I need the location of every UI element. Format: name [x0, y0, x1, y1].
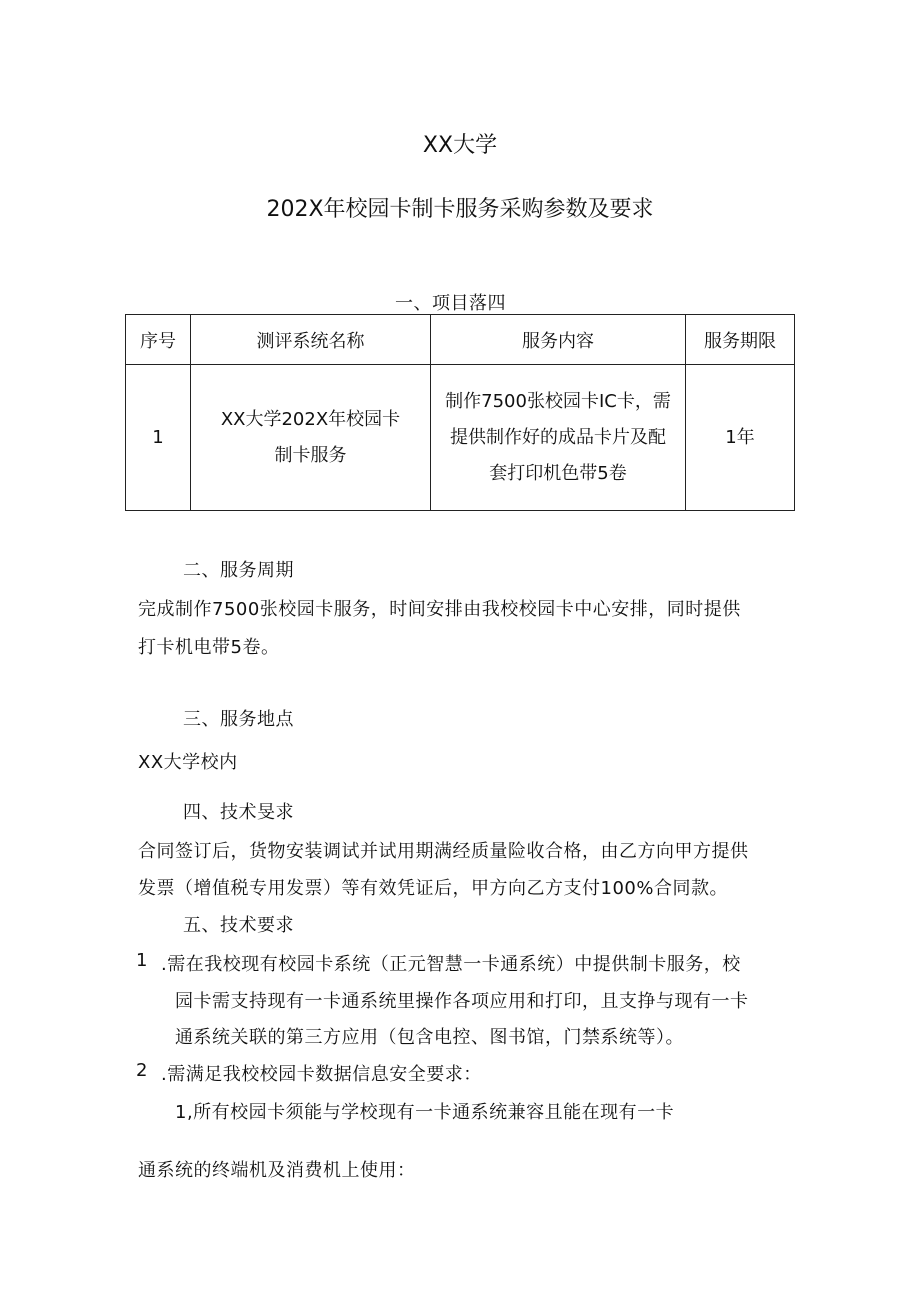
row-number: 1: [126, 365, 191, 511]
section3-heading: 三、服务地点: [183, 709, 294, 730]
service-period-cell: 1年: [686, 365, 795, 511]
table-header-row: [126, 315, 795, 365]
system-name-line: 制卡服务: [274, 444, 347, 466]
section5-heading: 五、技术要求: [183, 915, 294, 936]
section3-text-line: XX大学校内: [138, 752, 238, 773]
section1-heading: 一、项目落四: [395, 293, 506, 314]
university-name: XX大学: [422, 133, 498, 158]
section2-heading: 二、服务周期: [183, 560, 294, 581]
sub-item-line: 通系统的终端机及消费机上使用：: [138, 1160, 416, 1181]
project-table: [125, 314, 795, 511]
system-name-cell: [191, 365, 431, 511]
list-item-line: .需在我校现有校园卡系统（正元智慧一卡通系统）中提供制卡服务，校: [161, 954, 741, 975]
list-item-line: 通系统关联的第三方应用（包含电控、图书馆，门禁系统等）。: [175, 1027, 684, 1048]
document-title: 202X年校园卡制卡服务采购参数及要求: [266, 197, 654, 222]
section2-text-line: 完成制作7500张校园卡服务，时间安排由我校校园卡中心安排，同时提供: [138, 599, 741, 620]
column-header: 服务期限: [686, 315, 795, 365]
service-content-cell: [431, 365, 686, 511]
sub-item-line: 1,所有校园卡须能与学校现有一卡通系统兼容且能在现有一卡: [175, 1102, 675, 1123]
service-content-line: 套打印机色带5卷: [489, 462, 627, 484]
system-name-line: XX大学202X年校园卡: [220, 408, 401, 430]
service-content-line: 提供制作好的成品卡片及配: [450, 426, 666, 448]
column-header: 服务内容: [431, 315, 686, 365]
list-item-line: .需满足我校校园卡数据信息安全要求：: [161, 1064, 482, 1085]
section2-text-line: 打卡机电带5卷。: [138, 637, 280, 658]
service-content-line: 制作7500张校园卡IC卡，需: [445, 390, 671, 412]
section4-text-line: 合同签订后，货物安装调试并试用期满经质量险收合格，由乙方向甲方提供: [138, 841, 749, 862]
list-item-number: 2: [136, 1060, 148, 1081]
column-header: 序号: [126, 315, 191, 365]
table-row: [126, 365, 795, 511]
column-header: 测评系统名称: [191, 315, 431, 365]
list-item-number: 1: [136, 950, 148, 971]
list-item-line: 园卡需支持现有一卡通系统里操作各项应用和打印，且支挣与现有一卡: [175, 991, 749, 1012]
section4-heading: 四、技术旻求: [183, 802, 294, 823]
section4-text-line: 发票（增值税专用发票）等有效凭证后，甲方向乙方支付100%合同款。: [138, 878, 728, 899]
